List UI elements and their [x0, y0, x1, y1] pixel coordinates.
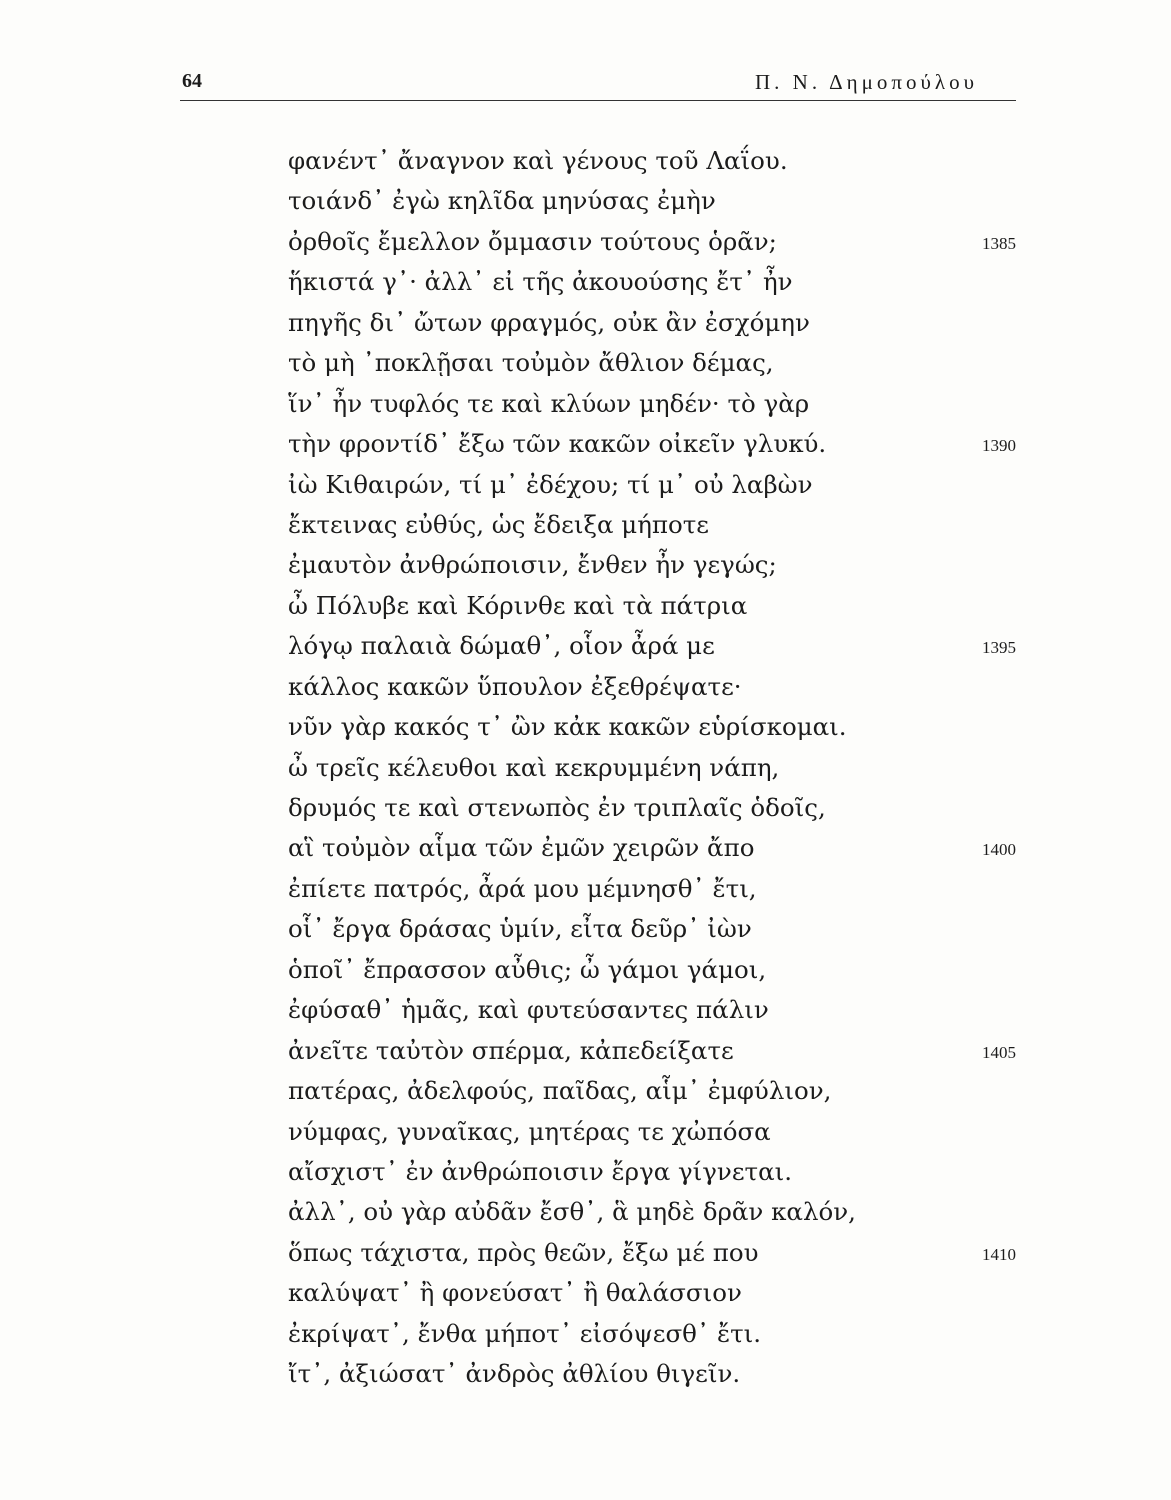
verse-line — [288, 1152, 1016, 1192]
verse-line — [288, 1273, 1016, 1313]
verse-line — [288, 950, 1016, 990]
verse-line — [288, 1192, 1016, 1232]
verse-line — [288, 343, 1016, 383]
verse-line — [288, 828, 1016, 868]
verse-line-text: αἴσχιστ᾽ ἐν ἀνθρώποισιν ἔργα γίγνεται. — [288, 1156, 793, 1186]
line-number: 1410 — [982, 1244, 1016, 1264]
verse-line-text: ἥκιστά γ᾽· ἀλλ᾽ εἰ τῆς ἀκουούσης ἔτ᾽ ἦν — [288, 267, 793, 297]
verse-line — [288, 262, 1016, 302]
verse-line — [288, 424, 1016, 464]
line-number: 1395 — [982, 638, 1016, 658]
line-number: 1390 — [982, 436, 1016, 456]
verse-line-text: ὦ Πόλυβε καὶ Κόρινθε καὶ τὰ πάτρια — [288, 590, 748, 620]
verse-line — [288, 545, 1016, 585]
verse-line-text: τοιάνδ᾽ ἐγὼ κηλῖδα μηνύσας ἐμὴν — [288, 186, 716, 216]
verse-line-text: τὸ μὴ ᾽ποκλῇσαι τοὐμὸν ἄθλιον δέμας, — [288, 348, 774, 378]
verse-line-text: ἐφύσαθ᾽ ἡμᾶς, καὶ φυτεύσαντες πάλιν — [288, 995, 769, 1025]
verse-line-text: ἵν᾽ ἦν τυφλός τε καὶ κλύων μηδέν· τὸ γὰρ — [288, 388, 810, 418]
line-number: 1405 — [982, 1042, 1016, 1062]
verse-line — [288, 384, 1016, 424]
verse-line-text: φανέντ᾽ ἄναγνον καὶ γένους τοῦ Λαΐου. — [288, 146, 788, 175]
verse-line-text: αἳ τοὐμὸν αἷμα τῶν ἐμῶν χειρῶν ἄπο — [288, 833, 755, 863]
verse-line — [288, 788, 1016, 828]
verse-line-text: νῦν γὰρ κακός τ᾽ ὢν κἀκ κακῶν εὑρίσκομαι. — [288, 712, 847, 742]
verse-line-text: ὀρθοῖς ἔμελλον ὄμμασιν τούτους ὁρᾶν; — [288, 226, 777, 256]
verse-line-text: ὅπως τάχιστα, πρὸς θεῶν, ἔξω μέ που — [288, 1237, 759, 1267]
verse-line — [288, 1314, 1016, 1354]
verse-line-text: λόγῳ παλαιὰ δώμαθ᾽, οἷον ἆρά με — [288, 631, 715, 661]
verse-line-text: κάλλος κακῶν ὕπουλον ἐξεθρέψατε· — [288, 671, 742, 701]
verse-block — [288, 141, 1016, 1395]
verse-line — [288, 748, 1016, 788]
verse-line-text: τὴν φροντίδ᾽ ἔξω τῶν κακῶν οἰκεῖν γλυκύ. — [288, 429, 827, 459]
verse-line-text: πατέρας, ἀδελφούς, παῖδας, αἷμ᾽ ἐμφύλιον, — [288, 1076, 832, 1106]
line-number: 1385 — [982, 233, 1016, 253]
verse-line — [288, 909, 1016, 949]
verse-line — [288, 181, 1016, 221]
verse-line — [288, 1112, 1016, 1152]
verse-line — [288, 707, 1016, 747]
verse-line — [288, 141, 1016, 181]
verse-line-text: ἰὼ Κιθαιρών, τί μ᾽ ἐδέχου; τί μ᾽ οὐ λαβὼν — [288, 469, 813, 499]
verse-line-text: νύμφας, γυναῖκας, μητέρας τε χὠπόσα — [288, 1116, 771, 1146]
verse-line — [288, 303, 1016, 343]
verse-line-text: δρυμός τε καὶ στενωπὸς ἐν τριπλαῖς ὁδοῖς, — [288, 793, 826, 822]
verse-line-text: ἀλλ᾽, οὐ γὰρ αὐδᾶν ἔσθ᾽, ἃ μηδὲ δρᾶν καλόν, — [288, 1197, 856, 1227]
verse-line — [288, 990, 1016, 1030]
verse-line — [288, 1031, 1016, 1071]
verse-line-text: ἐκρίψατ᾽, ἔνθα μήποτ᾽ εἰσόψεσθ᾽ ἔτι. — [288, 1318, 762, 1348]
page-number: 64 — [182, 70, 202, 92]
verse-line — [288, 626, 1016, 666]
verse-line — [288, 222, 1016, 262]
verse-line-text: καλύψατ᾽ ἢ φονεύσατ᾽ ἢ θαλάσσιον — [288, 1278, 742, 1308]
running-head: Π. Ν. Δημοπούλου — [755, 70, 978, 94]
verse-line — [288, 667, 1016, 707]
verse-line — [288, 505, 1016, 545]
line-number: 1400 — [982, 840, 1016, 860]
verse-line — [288, 869, 1016, 909]
header-rule — [180, 100, 1016, 101]
verse-line-text: ὦ τρεῖς κέλευθοι καὶ κεκρυμμένη νάπη, — [288, 752, 780, 782]
verse-line-text: ἐπίετε πατρός, ἆρά μου μέμνησθ᾽ ἔτι, — [288, 873, 757, 903]
verse-line — [288, 1071, 1016, 1111]
verse-line-text: οἷ᾽ ἔργα δράσας ὑμίν, εἶτα δεῦρ᾽ ἰὼν — [288, 914, 752, 944]
verse-line-text: ἐμαυτὸν ἀνθρώποισιν, ἔνθεν ἦν γεγώς; — [288, 550, 777, 580]
verse-line — [288, 1354, 1016, 1394]
verse-line-text: πηγῆς δι᾽ ὤτων φραγμός, οὐκ ἂν ἐσχόμην — [288, 307, 810, 337]
verse-line-text: ἔκτεινας εὐθύς, ὡς ἔδειξα μήποτε — [288, 509, 709, 539]
verse-line — [288, 1233, 1016, 1273]
verse-line — [288, 465, 1016, 505]
verse-line — [288, 586, 1016, 626]
verse-line-text: ἴτ᾽, ἀξιώσατ᾽ ἀνδρὸς ἀθλίου θιγεῖν. — [288, 1359, 741, 1389]
verse-line-text: ὁποῖ᾽ ἔπρασσον αὖθις; ὦ γάμοι γάμοι, — [288, 954, 767, 984]
verse-line-text: ἀνεῖτε ταὐτὸν σπέρμα, κἀπεδείξατε — [288, 1035, 734, 1065]
